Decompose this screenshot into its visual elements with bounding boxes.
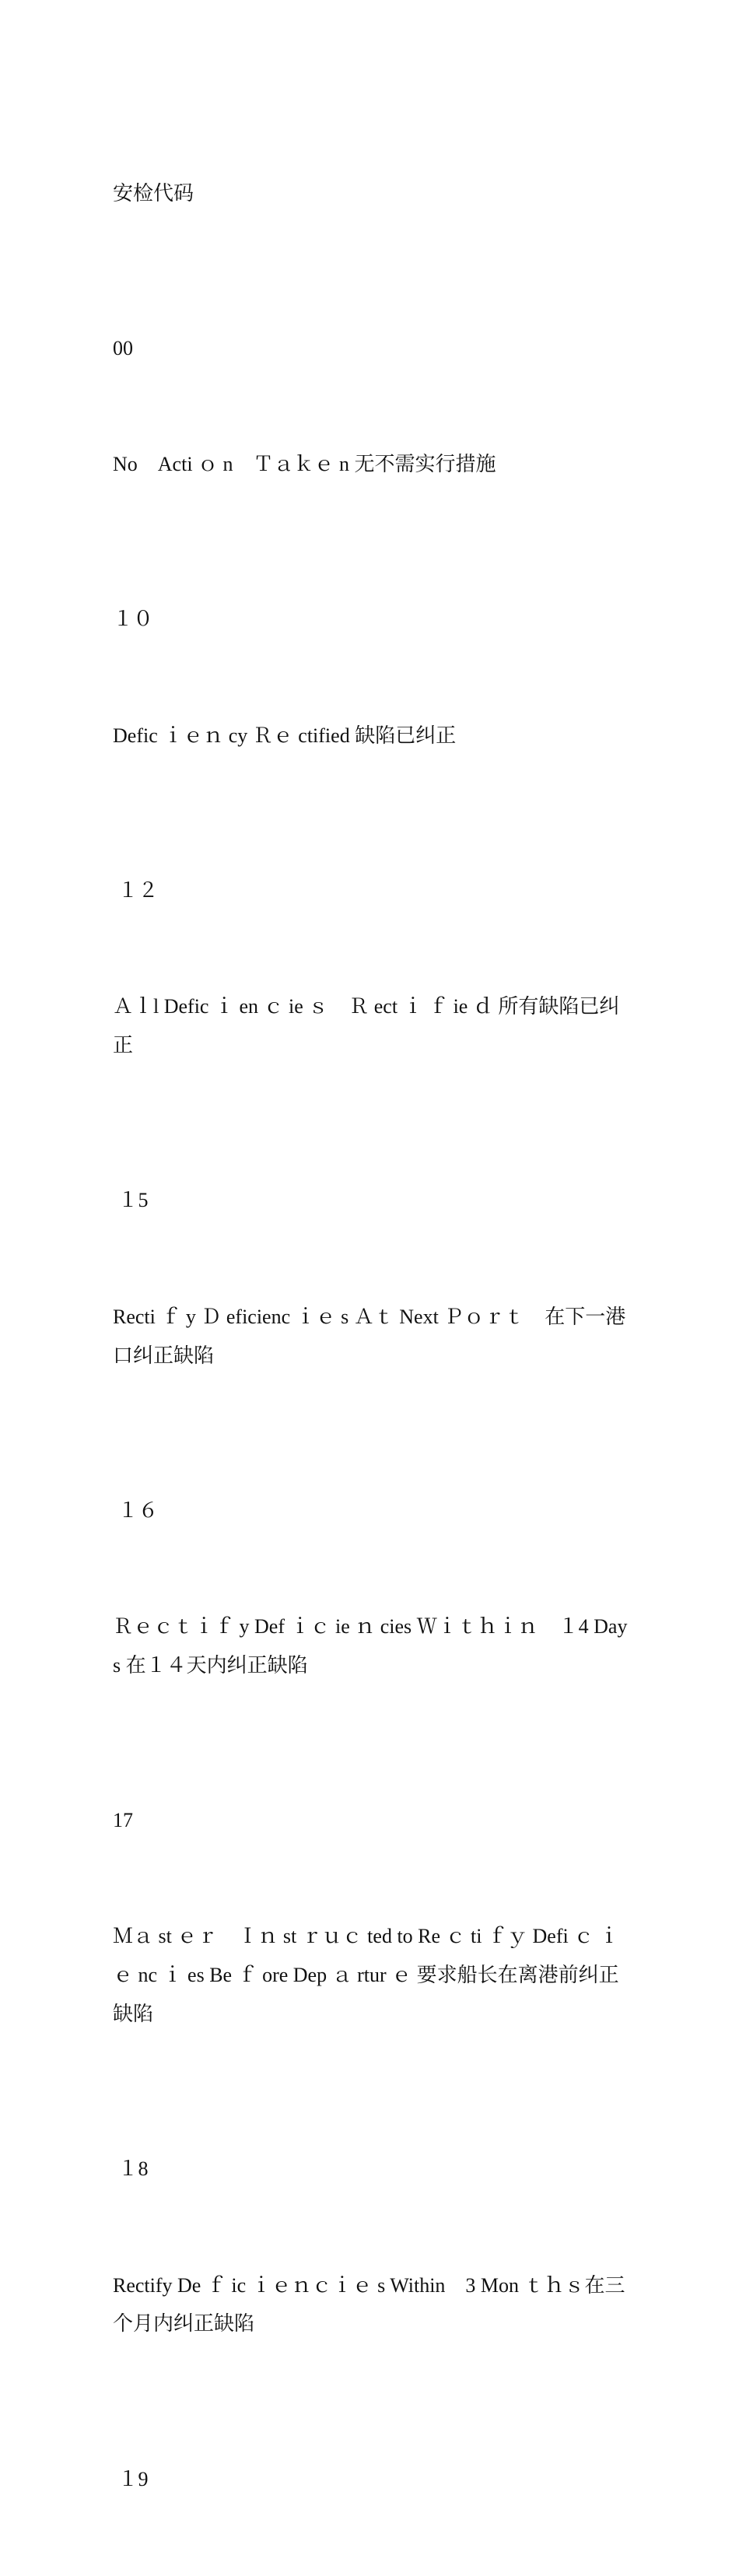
document-body xyxy=(113,96,630,2576)
entry-code: １０ xyxy=(113,608,154,631)
entry-text: Ａｌl Defic ｉ en ｃ ie ｓ Ｒ ect ｉ ｆ ie ｄ 所有缺陷已纠正 xyxy=(113,995,620,1057)
entry-code: １9 xyxy=(113,2467,149,2490)
entry-code: １8 xyxy=(113,2157,149,2181)
entry-code: １5 xyxy=(113,1189,149,1212)
entry-code: 17 xyxy=(113,1809,133,1832)
entry-text: Recti ｆ y Ｄ eficienc ｉｅ s Ａｔ Next Ｐｏｒｔ 在下一港口纠正缺陷 xyxy=(113,1305,626,1367)
entry-text: Ｒｅｃｔｉｆ y Def ｉｃ ie ｎ cies Ｗｉｔｈｉｎ １4 Days 在１４天内纠正缺陷 xyxy=(113,1615,628,1677)
entry-text: Ｍａ st ｅｒ Ｉｎ st ｒｕｃ ted to Re ｃ ti ｆｙ Defi ｃ ｉｅ nc ｉ es Be ｆ ore Dep ａ rtur ｅ 要求船长在离港前纠正缺陷 xyxy=(113,1925,619,2026)
entry-text: No Acti ｏ n Ｔａｋｅ n 无不需实行措施 xyxy=(113,453,496,476)
entry-code: １６ xyxy=(113,1498,159,1522)
entry-code: 00 xyxy=(113,336,133,359)
entry-text: Rectify De ｆ ic ｉｅｎｃｉｅ s Within 3 Mon ｔｈｓ在三个月内纠正缺陷 xyxy=(113,2273,625,2336)
document-heading: 安检代码 xyxy=(113,181,194,205)
entry-text: Defic ｉｅｎ cy Ｒｅ ctified 缺陷已纠正 xyxy=(113,724,457,747)
entry-code: １２ xyxy=(113,878,159,902)
